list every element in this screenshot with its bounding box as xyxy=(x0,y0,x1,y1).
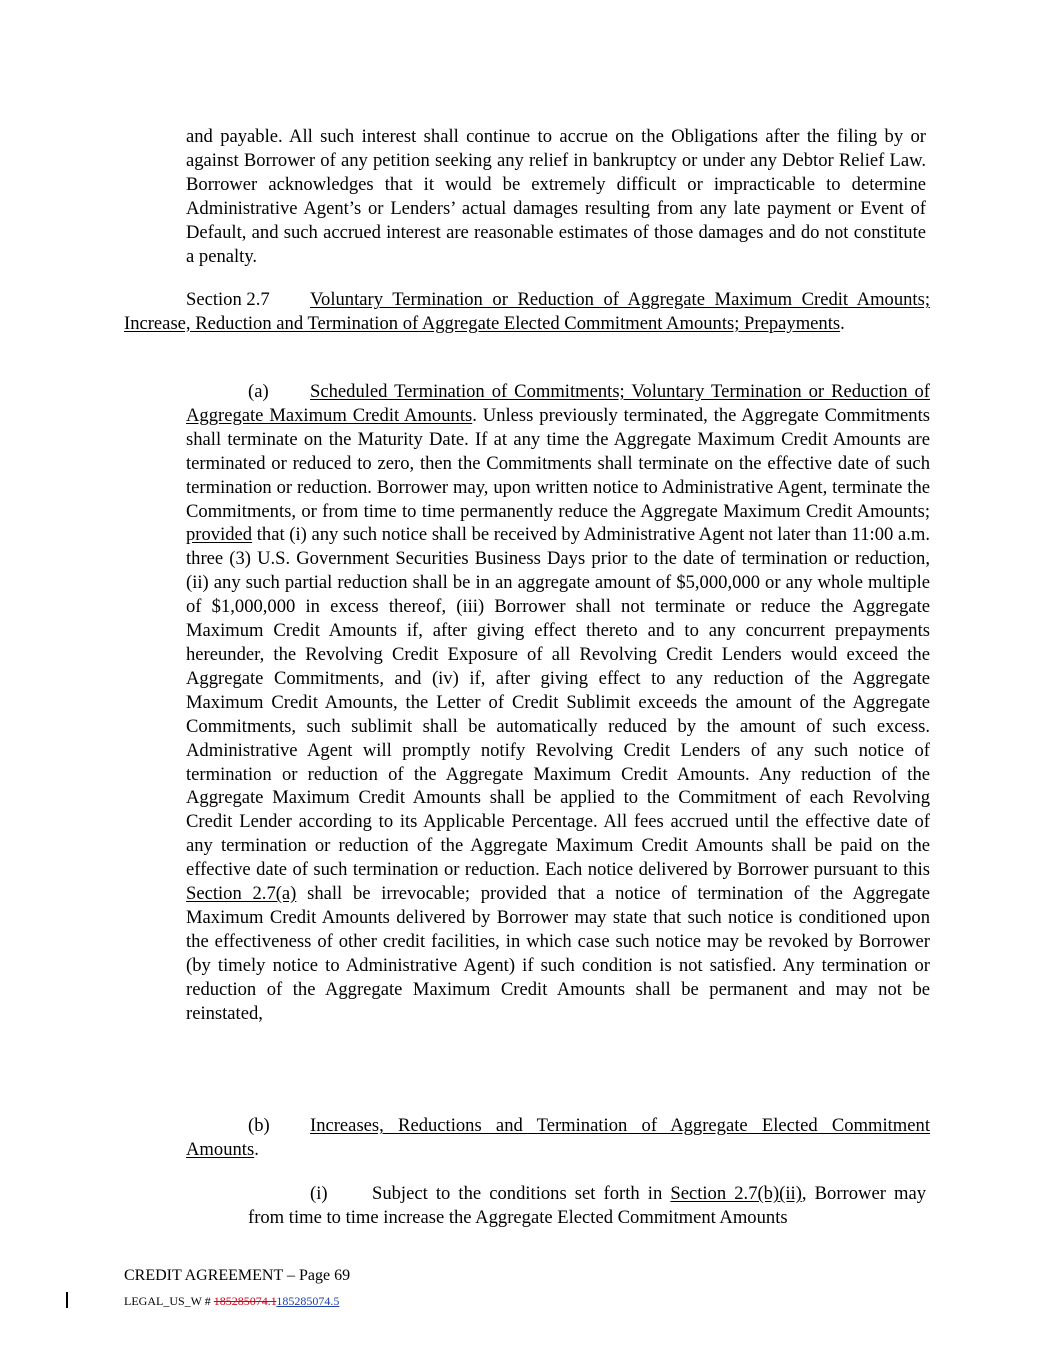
provided-term: provided xyxy=(186,524,253,546)
paragraph-a-text: that (i) any such notice shall be received by Administrative Agent not later than 11:00 a.m. three (3) U.S. Government Securities Business Days prior to the date of termination or reduction, (ii) any such partial reduction shall be in an aggregate amount of $5,000,000 or any whole multiple of $1,000,000 in excess thereof, (iii) Borrower shall not terminate or reduce the Aggregate Maximum Credit Amounts if, after giving effect thereto and to any concurrent prepayments hereunder, the Revolving Credit Exposure of all Revolving Credit Lenders would exceed the Aggregate Commitments, and (iv) if, after giving effect to any reduction of the Aggregate Maximum Credit Amounts, the Letter of Credit Sublimit exceeds the amount of the Aggregate Commitments, such sublimit shall be automatically reduced by the amount of such excess. Administrative Agent will promptly notify Revolving Credit Lenders of any such notice of termination or reduction of the Aggregate Maximum Credit Amounts. Any reduction of the Aggregate Maximum Credit Amounts shall be applied to the Commitment of each Revolving Credit Lender according to its Applicable Percentage. All fees accrued until the effective date of any termination or reduction of the Aggregate Maximum Credit Amounts shall be paid on the effective date of such termination or reduction. Each notice delivered by Borrower pursuant to this xyxy=(186,524,930,881)
deleted-document-number: 185285074.1 xyxy=(213,1294,277,1308)
paragraph-b-heading: Increases, Reductions and Termination of Aggregate Elected Commitment Amounts xyxy=(186,1115,930,1160)
paragraph-a-text: . Unless previously terminated, the Aggregate Commitments shall terminate on the Maturity Date. If at any time the Aggregate Maximum Credit Amounts are terminated or reduced to zero, then the Commitments shall terminate on the effective date of such termination or reduction. Borrower may, upon written notice to Administrative Agent, terminate the Commitments, or from time to time permanently reduce the Aggregate Maximum Credit Amounts; xyxy=(186,404,930,522)
paragraph-i-text: Subject to the conditions set forth in xyxy=(372,1183,671,1204)
footer-document-id xyxy=(124,1293,339,1309)
section-title: Voluntary Termination or Reduction of Aggregate Maximum Credit Amounts; Increase, Reduction and Termination of Aggregate Elected Commitment Amounts; Prepayments xyxy=(124,289,930,334)
paragraph-b-period: . xyxy=(254,1138,259,1160)
paragraph-i-text: , Borrower may from time to time increase the Aggregate Elected Commitment Amounts xyxy=(248,1183,926,1228)
paragraph-b-label: (b) xyxy=(248,1115,270,1136)
legal-prefix: LEGAL_US_W # xyxy=(124,1294,214,1308)
section-2-7-a-reference: Section 2.7(a) xyxy=(186,883,297,905)
paragraph-continuation xyxy=(186,125,926,268)
paragraph-a-heading: Scheduled Termination of Commitments; Voluntary Termination or Reduction of Aggregate Maximum Credit Amounts xyxy=(186,381,930,426)
paragraph-a-label: (a) xyxy=(248,381,269,402)
paragraph-a-text: shall be irrevocable; provided that a notice of termination of the Aggregate Maximum Credit Amounts delivered by Borrower may state that such notice is conditioned upon the effectiveness of other credit facilities, in which case such notice may be revoked by Borrower (by timely notice to Administrative Agent) if such condition is not satisfied. Any termination or reduction of the Aggregate Maximum Credit Amounts shall be permanent and may not be reinstated, xyxy=(186,883,930,1024)
paragraph-text: and payable. All such interest shall continue to accrue on the Obligations after the filing by or against Borrower of any petition seeking any relief in bankruptcy or under any Debtor Relief Law. Borrower acknowledges that it would be extremely difficult or impracticable to determine Administrative Agent’s or Lenders’ actual damages resulting from any late payment or Event of Default, and such accrued interest are reasonable estimates of those damages and do not constitute a penalty. xyxy=(186,126,926,267)
section-number: Section 2.7 xyxy=(186,289,270,310)
inserted-document-number: 185285074.5 xyxy=(276,1294,340,1308)
paragraph-a xyxy=(186,380,930,1025)
paragraph-b xyxy=(186,1114,930,1162)
revision-change-bar xyxy=(66,1292,68,1308)
section-2-7-heading xyxy=(124,288,930,336)
footer-page-title: CREDIT AGREEMENT – Page 69 xyxy=(124,1267,351,1284)
paragraph-i-label: (i) xyxy=(310,1183,328,1204)
section-period: . xyxy=(840,312,845,334)
paragraph-b-i xyxy=(248,1182,926,1230)
section-2-7-b-ii-reference: Section 2.7(b)(ii) xyxy=(670,1183,802,1204)
